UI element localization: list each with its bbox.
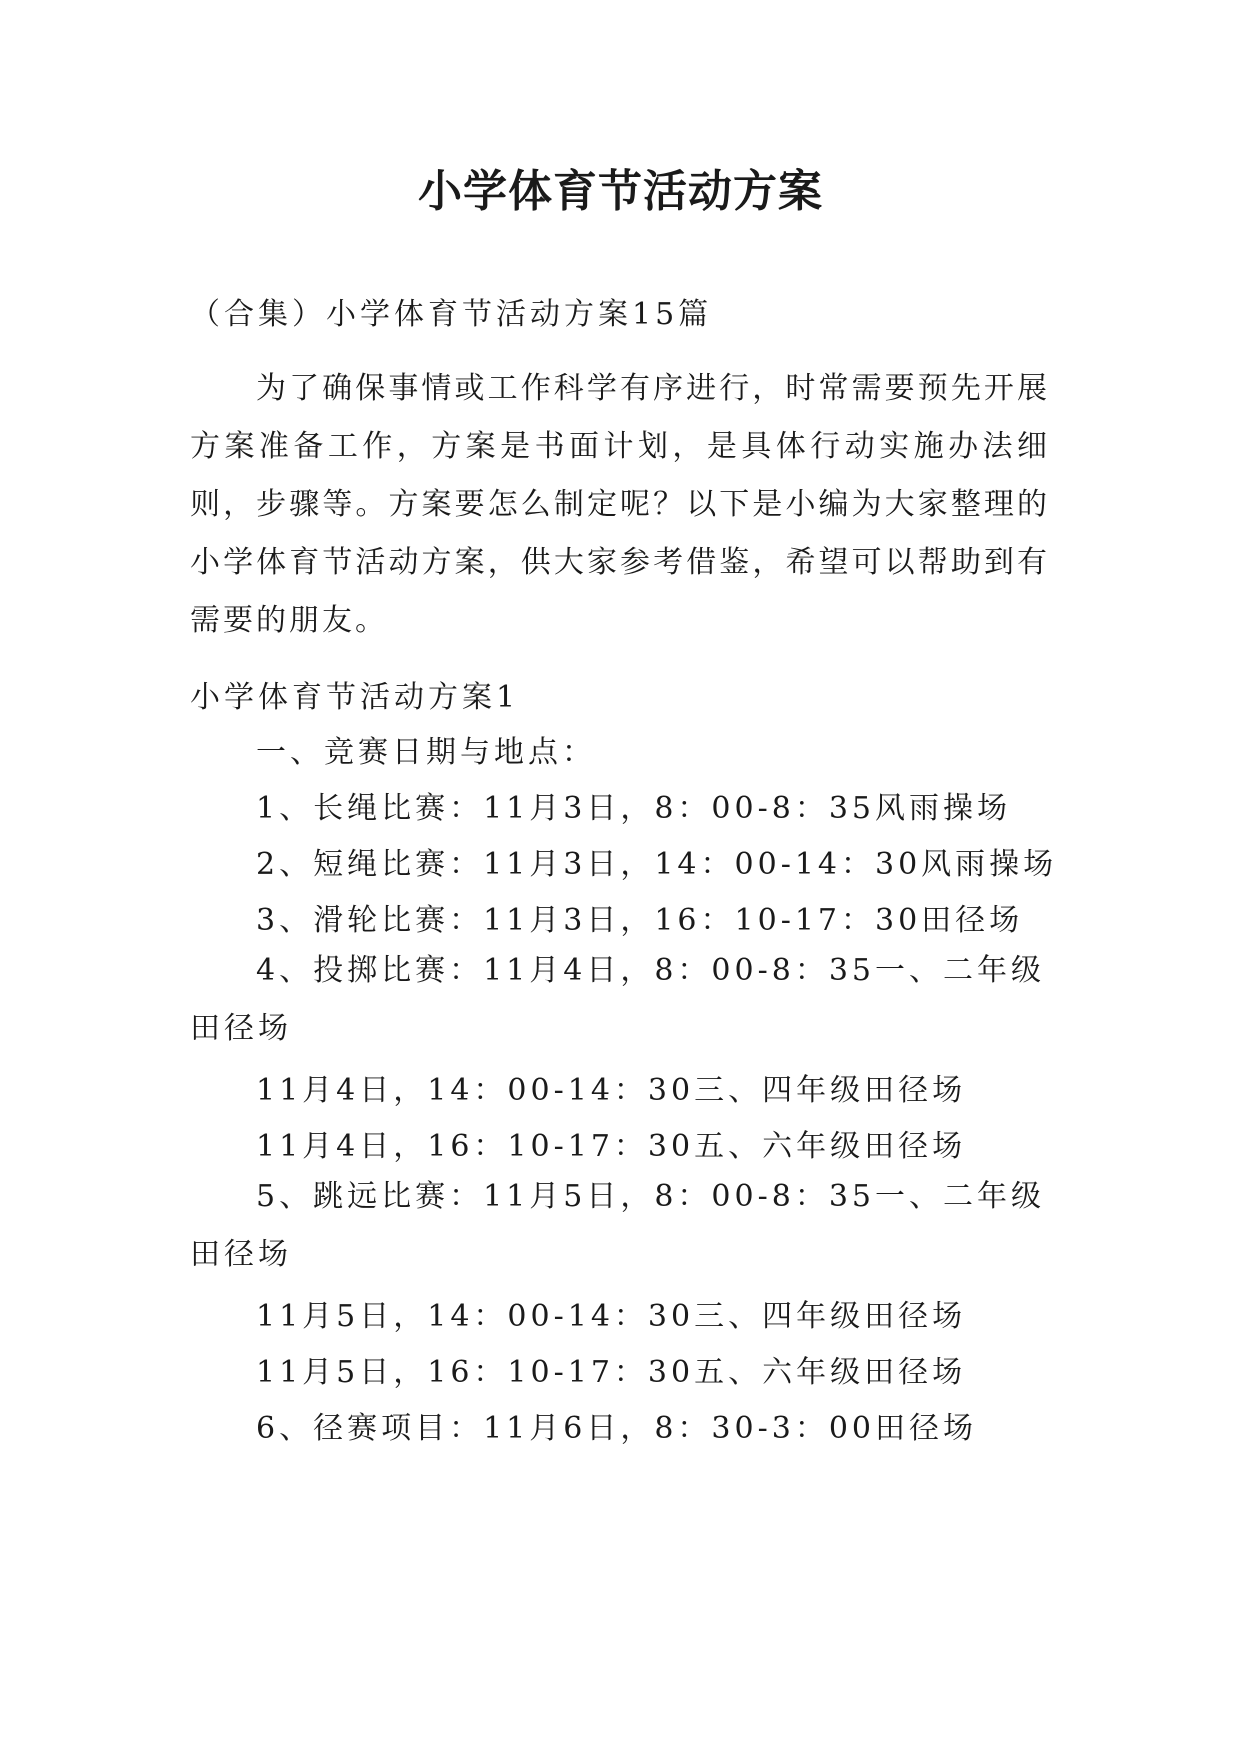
intro-paragraph: 为了确保事情或工作科学有序进行，时常需要预先开展方案准备工作，方案是书面计划，是具体行动实施办法细则，步骤等。方案要怎么制定呢？以下是小编为大家整理的小学体育节活动方案，供大家参考借鉴，希望可以帮助到有需要的朋友。 [190, 371, 1050, 638]
list-item: 5、跳远比赛：11月5日，8：00-8：35一、二年级田径场 [190, 1179, 1046, 1272]
list-item: 一、竞赛日期与地点： [256, 735, 596, 770]
document-title: 小学体育节活动方案 [418, 166, 823, 217]
list-item: 3、滑轮比赛：11月3日，16：10-17：30田径场 [256, 903, 1024, 938]
list-item: 1、长绳比赛：11月3日，8：00-8：35风雨操场 [256, 791, 1012, 826]
section-heading: 小学体育节活动方案1 [190, 680, 520, 715]
list-item: 11月5日，14：00-14：30三、四年级田径场 [256, 1299, 967, 1334]
list-item: 11月5日，16：10-17：30五、六年级田径场 [256, 1355, 967, 1390]
document-subtitle: （合集）小学体育节活动方案15篇 [190, 297, 713, 332]
list-item: 6、径赛项目：11月6日，8：30-3：00田径场 [256, 1411, 978, 1446]
list-item: 11月4日，16：10-17：30五、六年级田径场 [256, 1129, 967, 1164]
list-item: 4、投掷比赛：11月4日，8：00-8：35一、二年级田径场 [190, 953, 1046, 1046]
list-item: 2、短绳比赛：11月3日，14：00-14：30风雨操场 [256, 847, 1058, 882]
list-item: 11月4日，14：00-14：30三、四年级田径场 [256, 1073, 967, 1108]
